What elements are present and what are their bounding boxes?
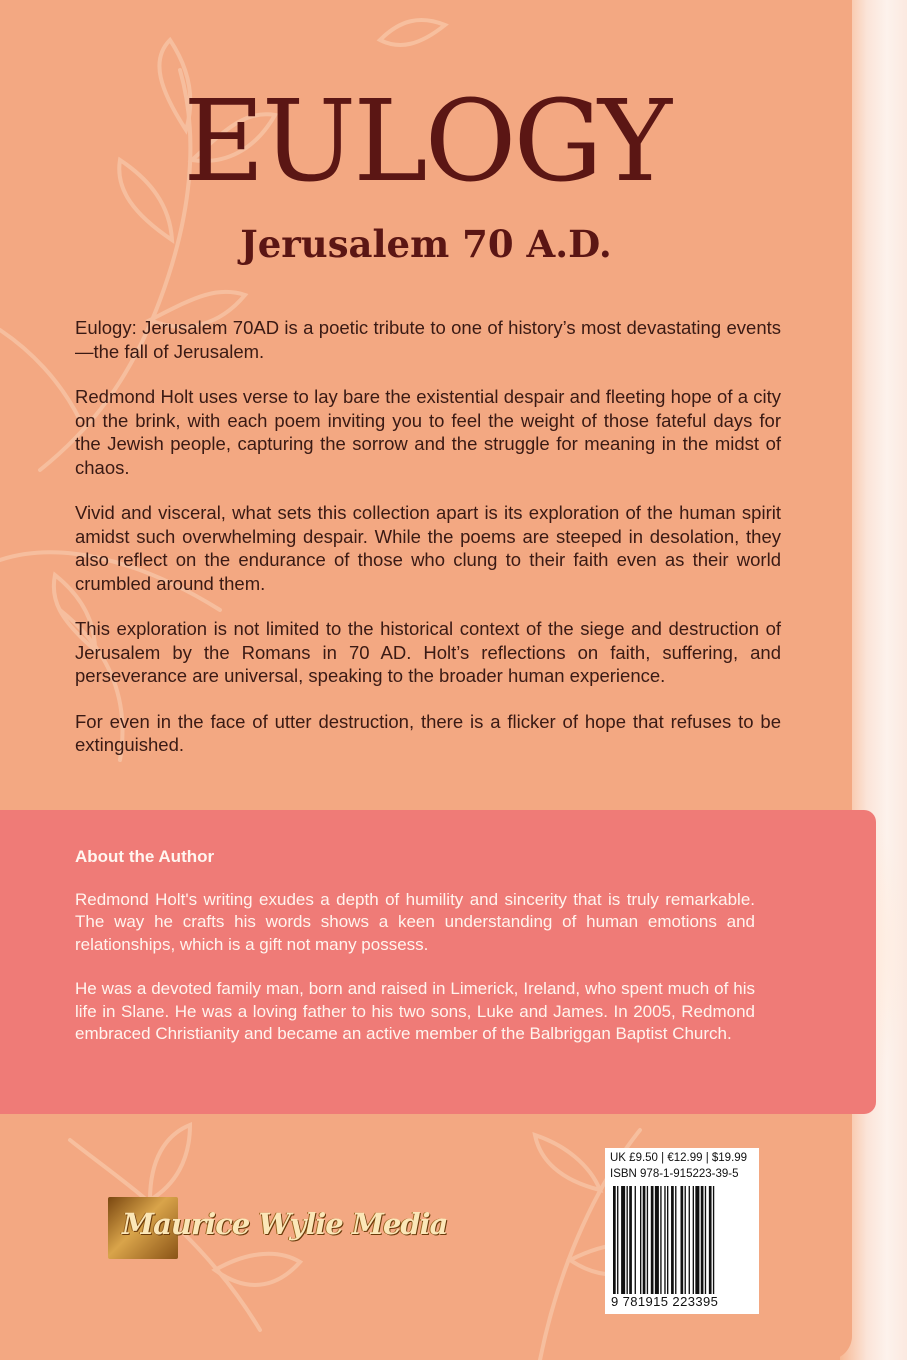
barcode-stripe: [667, 1186, 668, 1294]
barcode-stripe: [705, 1186, 706, 1294]
blurb-paragraph: Vivid and visceral, what sets this collection apart is its exploration of the human spirit amidst such overwhelming despair. While the poems are steeped in desolation, they also reflect on the endurance of those who clung to their faith even as their world crumbled around them.: [75, 502, 781, 594]
barcode-stripe: [629, 1186, 632, 1294]
barcode-stripe: [701, 1186, 704, 1294]
barcode-stripe: [655, 1186, 659, 1294]
about-author-heading: About the Author: [75, 847, 215, 866]
barcode-stripe: [671, 1186, 674, 1294]
barcode-bars: [613, 1186, 753, 1294]
barcode-stripe: [651, 1186, 654, 1294]
barcode-stripe: [635, 1186, 636, 1294]
barcode-stripe: [613, 1186, 616, 1294]
blurb-paragraph: This exploration is not limited to the historical context of the siege and destruction of Jerusalem by the Romans in 70 AD. Holt’s reflections on faith, suffering, and perseverance are universal, speaking to the broader human experience.: [75, 618, 781, 686]
barcode-stripe: [713, 1186, 714, 1294]
about-author-box: [0, 810, 876, 1114]
barcode-stripe: [640, 1186, 641, 1294]
barcode-stripe: [621, 1186, 625, 1294]
barcode-stripe: [647, 1186, 648, 1294]
barcode-box: [605, 1148, 759, 1314]
book-subtitle: Jerusalem 70 A.D.: [240, 222, 612, 266]
isbn-line: ISBN 978-1-915223-39-5: [610, 1168, 739, 1180]
barcode-stripe: [709, 1186, 712, 1294]
barcode-stripe: [660, 1186, 661, 1294]
barcode-stripe: [643, 1186, 646, 1294]
blurb-paragraph: Redmond Holt uses verse to lay bare the existential despair and fleeting hope of a city on the brink, with each poem inviting you to feel the weight of those fateful days for the Jewish people, capturing the sorrow and the struggle for meaning in the midst of chaos.: [75, 386, 781, 478]
barcode-stripe: [693, 1186, 694, 1294]
barcode-number: 9 781915 223395: [611, 1294, 719, 1309]
author-paragraph: Redmond Holt's writing exudes a depth of humility and sincerity that is truly remarkable. The way he crafts his words shows a keen understanding of human emotions and relationships, which is a gift not many possess.: [75, 889, 755, 954]
barcode-stripe: [664, 1186, 665, 1294]
barcode-stripe: [689, 1186, 690, 1294]
price-line: UK £9.50 | €12.99 | $19.99: [610, 1152, 748, 1164]
publisher-name: Maurice Wylie Media: [122, 1207, 448, 1241]
barcode-stripe: [681, 1186, 684, 1294]
about-author-content: [75, 846, 755, 1068]
barcode-stripe: [627, 1186, 628, 1294]
blurb-paragraph: For even in the face of utter destruction, there is a flicker of hope that refuses to be extinguished.: [75, 710, 781, 755]
barcode-stripe: [695, 1186, 699, 1294]
barcode-stripe: [685, 1186, 686, 1294]
author-paragraph: He was a devoted family man, born and raised in Limerick, Ireland, who spent much of his life in Slane. He was a loving father to his two sons, Luke and James. In 2005, Redmond embraced Christianity and became an active member of the Balbriggan Baptist Church.: [75, 979, 755, 1043]
blurb-paragraph: Eulogy: Jerusalem 70AD is a poetic tribute to one of history’s most devastating events—the fall of Jerusalem.: [75, 317, 781, 362]
barcode-stripe: [617, 1186, 618, 1294]
book-title: EULOGY: [183, 77, 669, 207]
barcode-stripe: [675, 1186, 676, 1294]
publisher-logo: [108, 1197, 448, 1259]
blurb: [75, 316, 781, 779]
